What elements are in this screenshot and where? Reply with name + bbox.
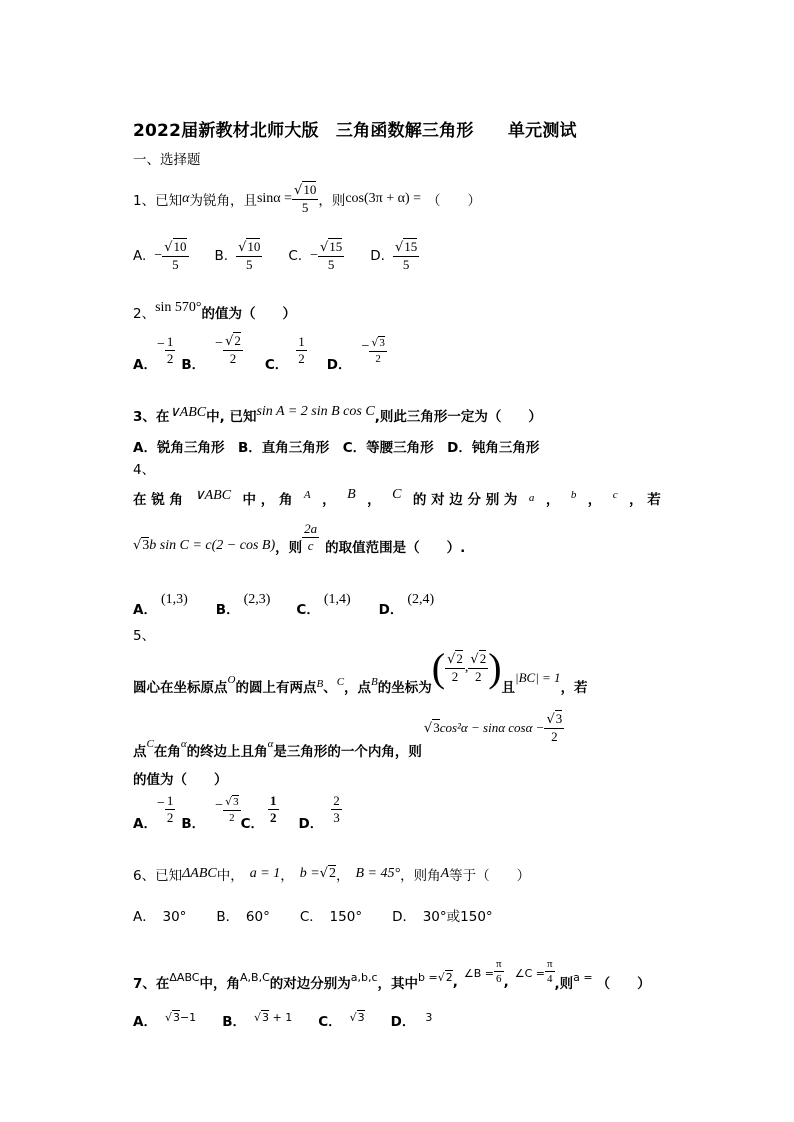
q5-option-c-label: C． bbox=[240, 815, 264, 832]
q2-option-a-label: A． bbox=[133, 356, 157, 373]
q6-option-c: C． 150° bbox=[299, 909, 363, 925]
q4-sep-4: ， bbox=[587, 492, 602, 508]
q5-c-frac bbox=[268, 794, 279, 826]
q5-text-d: 的坐标为 bbox=[377, 680, 432, 696]
q5-line-3: 的值为（ ） bbox=[133, 772, 228, 788]
q5-point-b: B bbox=[316, 678, 324, 690]
q5-a-sign: − bbox=[156, 795, 165, 811]
q2-lead: 2、 bbox=[133, 306, 156, 322]
section-heading: 一、选择题 bbox=[133, 152, 201, 168]
question-5-line-2 bbox=[133, 711, 564, 761]
q4-sep-3: ， bbox=[545, 492, 560, 508]
question-3 bbox=[133, 405, 542, 425]
q5-text-g: 是三角形的一个内角，则 bbox=[273, 744, 422, 761]
q1-d-rad: 15 bbox=[404, 239, 418, 254]
q2-b-sign: − bbox=[215, 336, 224, 352]
question-4-line-2: √3 b sin C = c(2 − cos B) ，则 $\frac{2a}{c}$ 的取值范围是（ ）. bbox=[133, 521, 466, 556]
q5-abs: |BC| = 1 bbox=[515, 670, 561, 685]
q4-then: ，则 bbox=[275, 539, 303, 556]
q6-b-rad: 2 bbox=[328, 866, 336, 881]
q5-origin: O bbox=[227, 674, 236, 686]
question-2 bbox=[133, 302, 296, 322]
q7-ze: ,则 bbox=[554, 975, 574, 992]
q1-fraction: $\frac{√10}{5}$ bbox=[294, 182, 317, 216]
q1-option-c-frac: $\frac{√15}{5}$ bbox=[319, 239, 343, 273]
q7-a-rad: 3 bbox=[172, 1011, 180, 1024]
q7-sides: a,b,c bbox=[350, 971, 378, 985]
q2-a-frac bbox=[165, 335, 176, 367]
q7-mid-2: 的对边分别为 bbox=[269, 975, 351, 992]
q3-lead: 3、在 bbox=[133, 409, 170, 425]
q6-triangle: ΔABC bbox=[182, 866, 217, 881]
q1-frac-den: 5 bbox=[301, 200, 309, 216]
q7-angles: A,B,C bbox=[240, 971, 270, 985]
q1-c-den: 5 bbox=[327, 257, 335, 273]
q4-equation: b sin C = c(2 − cos B) bbox=[149, 537, 276, 553]
q7-b-lhs: b = bbox=[418, 971, 438, 985]
q5-text-c: ，点 bbox=[344, 680, 372, 696]
q7-a-eq: a = bbox=[573, 971, 593, 985]
q7-lead: 7、在 bbox=[133, 975, 170, 992]
q1-alpha: α bbox=[182, 191, 190, 207]
q7-b-rest: + 1 bbox=[269, 1011, 293, 1024]
q3-tail: ,则此三角形一定为（ ） bbox=[374, 409, 542, 425]
q2-options bbox=[133, 333, 387, 373]
q7-c-rad: 3 bbox=[357, 1011, 365, 1024]
q4-fraction bbox=[302, 522, 319, 554]
q6-sep-1: ， bbox=[280, 868, 294, 884]
q7-option-a-label: A． bbox=[133, 1014, 157, 1030]
q6-option-a: A． 30° bbox=[133, 909, 187, 925]
q7-mid: 中，角 bbox=[199, 975, 240, 992]
q1-option-b-label: B. bbox=[214, 248, 229, 265]
q6-tail-2: 等于（ ） bbox=[449, 868, 531, 884]
q5-d-frac bbox=[331, 794, 342, 826]
q5-a-num: 1 bbox=[165, 794, 176, 810]
q2-option-d-label: D． bbox=[326, 356, 352, 373]
q7-option-d-label: D． bbox=[390, 1014, 416, 1030]
q2-a-num: 1 bbox=[165, 335, 176, 351]
q1-option-a-frac: $\frac{√10}{5}$ bbox=[164, 239, 187, 273]
q1-answer-paren: （ ） bbox=[427, 193, 482, 210]
q2-b-rad: 2 bbox=[234, 333, 241, 348]
q2-a-den: 2 bbox=[166, 351, 174, 367]
q6-a-eq: a = 1 bbox=[249, 866, 281, 881]
q2-c-frac bbox=[296, 335, 307, 367]
q2-a-sign: − bbox=[156, 336, 165, 352]
q5-expression: √3 cos²α − sinα cosα − $\frac{√3}{2}$ bbox=[423, 711, 563, 745]
q7-a-rest: −1 bbox=[179, 1011, 197, 1024]
q4-angle-c: C bbox=[392, 487, 402, 502]
q4-side-a: a bbox=[528, 492, 535, 504]
q5-option-b-label: B． bbox=[181, 815, 206, 832]
q7-c-frac-den: 4 bbox=[547, 973, 553, 986]
q1-option-d-frac: $\frac{√15}{5}$ bbox=[394, 239, 418, 273]
q5-expr-frac-den: 2 bbox=[551, 729, 558, 745]
q4-angle-b: B bbox=[347, 487, 356, 502]
q4-eq-rad: 3 bbox=[142, 537, 150, 553]
q1-frac-radicand: 10 bbox=[303, 182, 317, 197]
q3-mid: 中, 已知 bbox=[206, 409, 257, 425]
q1-option-a-sign: − bbox=[154, 248, 163, 264]
q5-dun: 、 bbox=[323, 680, 337, 696]
q1-a-rad: 10 bbox=[173, 239, 187, 254]
q5-options bbox=[133, 793, 342, 832]
q5-alpha: α bbox=[180, 738, 187, 751]
q5-point-c-2: C bbox=[146, 738, 154, 751]
q4-frac-num: 2a bbox=[302, 522, 319, 538]
q4-option-a-value: (1,3) bbox=[160, 592, 188, 607]
q5-text-a: 圆心在坐标原点 bbox=[133, 680, 228, 696]
q1-sin-alpha: sinα = bbox=[256, 191, 293, 207]
q7-option-c-label: C． bbox=[318, 1014, 342, 1030]
q7-c-frac bbox=[545, 958, 555, 985]
q5-point-b-2: B bbox=[371, 676, 378, 688]
q6-tail: ，则角 bbox=[400, 868, 441, 884]
q5-point-c: C bbox=[336, 676, 345, 688]
q6-options bbox=[133, 905, 493, 925]
q3-equation: sin A = 2 sin B cos C bbox=[256, 404, 375, 419]
q4-text-b: 中 ， 角 bbox=[242, 492, 293, 508]
q7-answer-paren: （ ） bbox=[596, 975, 651, 992]
q5-text-f: 的终边上且角 bbox=[186, 744, 268, 761]
q7-mid-3: ，其中 bbox=[377, 975, 419, 992]
q4-triangle: ∨ABC bbox=[194, 487, 232, 503]
q1-b-den: 5 bbox=[245, 257, 253, 273]
q4-option-d-label: D． bbox=[378, 602, 404, 618]
q1-option-c-sign: − bbox=[310, 248, 318, 264]
q5-coord-den-1: 2 bbox=[451, 669, 459, 684]
q7-b-frac-den: 6 bbox=[496, 973, 502, 986]
question-1 bbox=[133, 183, 481, 216]
q5-text-e: 在角 bbox=[153, 744, 181, 761]
q4-side-b: b bbox=[570, 489, 577, 501]
q7-c-frac-num: π bbox=[545, 958, 555, 972]
q4-side-c: c bbox=[612, 489, 618, 501]
question-5-line-1 bbox=[133, 645, 588, 696]
q6-sep-2: ， bbox=[335, 868, 350, 884]
q2-b-den: 2 bbox=[229, 351, 237, 367]
question-7: 7、在 ΔABC 中，角 A,B,C 的对边分别为 a,b,c ，其中 b = √2 , ∠B = $\frac{\pi}{6}$ , ∠C = $\frac{\pi}{4}$ ,则 a = （ ） bbox=[133, 958, 651, 992]
q2-tail: 的值为（ ） bbox=[201, 306, 297, 322]
q4-text-c: 的 对 边 分 别 为 bbox=[412, 492, 518, 508]
q4-option-d-value: (2,4) bbox=[407, 592, 435, 607]
q7-b-frac-num: π bbox=[494, 958, 504, 972]
q5-b-frac: $\frac{√3}{2}$ bbox=[225, 795, 239, 824]
q5-expr-frac-rad: 3 bbox=[555, 711, 563, 726]
q5-ruo: ，若 bbox=[560, 680, 588, 696]
question-6: 6、已知 ΔABC 中， a = 1 ， b = √2 ， B = 45° ，则角 A 等于（ ） bbox=[133, 866, 531, 884]
q4-ruo: ， 若 bbox=[629, 492, 661, 508]
q5-option-d-label: D． bbox=[298, 815, 324, 832]
q6-mid: 中， bbox=[216, 868, 244, 884]
q5-a-frac bbox=[165, 794, 176, 826]
q4-option-c-value: (1,4) bbox=[323, 592, 351, 607]
q7-options: A． √3−1 B． √3 + 1 C． √3 D． 3 bbox=[133, 1011, 433, 1030]
q4-option-b-label: B． bbox=[215, 602, 240, 618]
question-4-line-1 bbox=[133, 488, 661, 508]
q2-option-c-label: C． bbox=[264, 356, 289, 373]
q1-a-den: 5 bbox=[172, 257, 179, 273]
q5-coord-den-2: 2 bbox=[475, 669, 482, 684]
q4-sep-1: ， bbox=[322, 492, 336, 508]
q5-a-den: 2 bbox=[166, 810, 174, 826]
q4-option-c-label: C． bbox=[296, 602, 320, 618]
q5-text-b: 的圆上有两点 bbox=[235, 680, 317, 696]
q6-option-b: B． 60° bbox=[216, 909, 270, 925]
document-title: 2022届新教材北师大版 三角函数解三角形 单元测试 bbox=[133, 121, 577, 141]
q6-b-lhs: b = bbox=[299, 866, 320, 881]
q5-b-rad: 3 bbox=[233, 796, 239, 809]
q3-options: A．锐角三角形 B．直角三角形 C．等腰三角形 D．钝角三角形 bbox=[133, 440, 540, 456]
q1-expr: cos(3π + α) = bbox=[345, 191, 422, 207]
q5-b-den: 2 bbox=[229, 811, 235, 824]
q5-c-den: 2 bbox=[270, 810, 277, 826]
q2-c-den: 2 bbox=[298, 351, 305, 367]
q1-c-rad: 15 bbox=[329, 239, 343, 254]
q1-option-a-label: A. bbox=[133, 248, 147, 265]
q1-d-den: 5 bbox=[402, 257, 410, 273]
q3-triangle: ∨ABC bbox=[169, 404, 207, 420]
q6-option-d: D． 30°或150° bbox=[392, 909, 493, 925]
q7-b-rad-opt: 3 bbox=[262, 1011, 269, 1024]
q4-text-a: 在 锐 角 bbox=[133, 492, 183, 508]
q5-option-a-label: A． bbox=[133, 815, 157, 832]
q4-options bbox=[133, 590, 435, 618]
q1-then: ，则 bbox=[318, 193, 346, 210]
q6-angle-a: A bbox=[440, 866, 450, 881]
q7-triangle: ΔABC bbox=[169, 971, 200, 985]
q1-lead: 1、已知 bbox=[133, 193, 183, 210]
q5-text-dian: 点 bbox=[133, 744, 147, 761]
q1-text: 为锐角，且 bbox=[189, 193, 257, 210]
q5-d-den: 3 bbox=[333, 810, 340, 826]
q2-c-num: 1 bbox=[296, 335, 307, 351]
q4-tail: 的取值范围是（ ）. bbox=[325, 539, 466, 556]
q5-c-num: 1 bbox=[268, 794, 279, 810]
q1-options bbox=[133, 240, 419, 273]
q7-angle-c: ∠C = bbox=[514, 967, 545, 981]
q2-d-frac: $\frac{√3}{2}$ bbox=[371, 336, 385, 365]
q7-b-frac bbox=[494, 958, 504, 985]
q5-d-num: 2 bbox=[331, 794, 342, 810]
q2-expr: sin 570° bbox=[155, 300, 202, 315]
q4-sep-2: ， bbox=[367, 492, 381, 508]
q4-frac-den: c bbox=[307, 538, 314, 554]
q5-coord-rad-2: 2 bbox=[479, 650, 487, 666]
q5-alpha-2: α bbox=[267, 738, 274, 751]
q1-option-c-label: C. bbox=[288, 248, 303, 265]
q7-option-b-label: B． bbox=[222, 1014, 246, 1030]
q6-lead: 6、已知 bbox=[133, 868, 183, 884]
q6-b-angle: B = 45° bbox=[355, 866, 401, 881]
q4-option-b-value: (2,3) bbox=[243, 592, 271, 607]
q2-d-den: 2 bbox=[375, 352, 381, 365]
q5-expr-rad: 3 bbox=[433, 720, 440, 736]
q7-d-value: 3 bbox=[425, 1011, 433, 1024]
q7-b-rad: 2 bbox=[445, 971, 453, 985]
q4-lead: 4、 bbox=[133, 462, 156, 478]
q5-coord-rad-1: 2 bbox=[456, 650, 463, 666]
q5-coordinate: ( $\frac{√2}{2}$ , $\frac{√2}{2}$ ) bbox=[431, 645, 502, 690]
q7-angle-b: ∠B = bbox=[463, 967, 494, 981]
q2-d-sign: − bbox=[361, 339, 370, 354]
q2-b-frac: $\frac{√2}{2}$ bbox=[225, 333, 241, 367]
q5-qie: 且 bbox=[501, 680, 516, 696]
q5-b-sign: − bbox=[215, 798, 224, 813]
q5-lead: 5、 bbox=[133, 628, 156, 644]
q4-option-a-label: A． bbox=[133, 602, 157, 618]
q4-angle-a: A bbox=[303, 489, 311, 501]
q5-expr-text: cos²α − sinα cosα − bbox=[439, 720, 545, 736]
q2-option-b-label: B． bbox=[181, 356, 206, 373]
q1-option-d-label: D. bbox=[370, 248, 385, 265]
q1-option-b-frac: $\frac{√10}{5}$ bbox=[238, 239, 261, 273]
q1-b-rad: 10 bbox=[247, 239, 261, 254]
q2-d-rad: 3 bbox=[379, 337, 385, 350]
